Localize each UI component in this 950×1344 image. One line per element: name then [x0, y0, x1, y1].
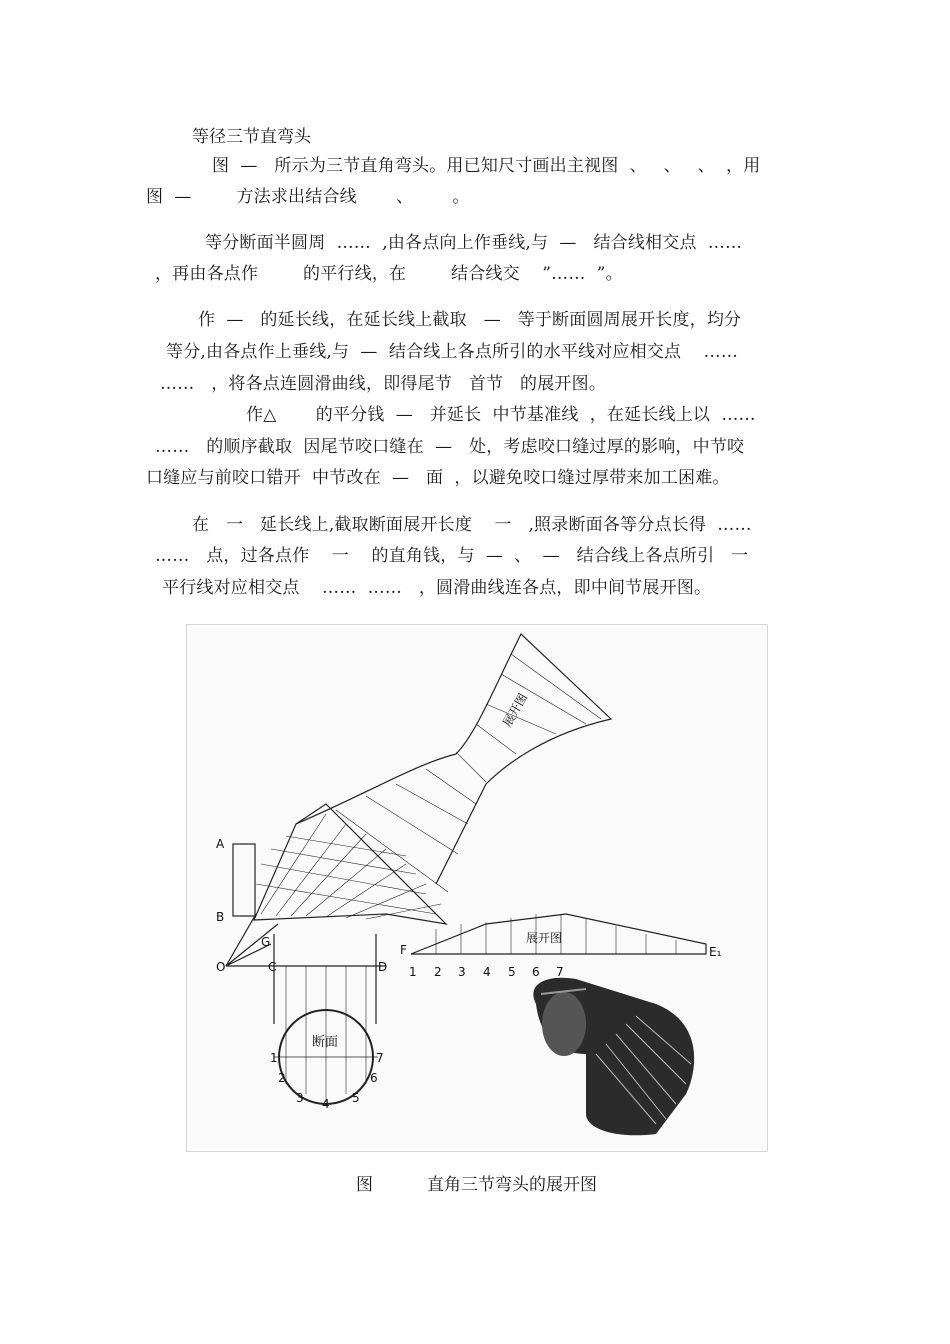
label-e1: E₁ — [709, 945, 722, 959]
paragraph-5-line-2: …… 点，过各点作 一 的直角钱，与 — 、 — 结合线上各点所引 一 — [155, 546, 749, 566]
tick-6: 6 — [532, 965, 540, 979]
paragraph-4-line-1: 作△ 的平分钱 — 并延长 中节基准线 ，在延长线上以 …… — [246, 405, 756, 425]
circle-tick-1: 1 — [270, 1051, 278, 1065]
paragraph-3-line-3: …… ，将各点连圆滑曲线，即得尾节 首节 的展开图。 — [160, 374, 607, 394]
paragraph-5-line-1: 在 一 延长线上,截取断面展开长度 一 ,照录断面各等分点长得 …… — [192, 515, 752, 535]
caption-text: 直角三节弯头的展开图 — [427, 1175, 597, 1195]
label-section: 断面 — [312, 1035, 339, 1050]
paragraph-1-line-1: 图 — 所示为三节直角弯头。用已知尺寸画出主视图 、 、 、 ，用 — [212, 156, 761, 176]
tick-5: 5 — [508, 965, 516, 979]
label-right-development: 展开图 — [526, 931, 563, 945]
tick-2: 2 — [434, 965, 442, 979]
label-f: F — [400, 943, 407, 957]
tick-4: 4 — [483, 965, 491, 979]
circle-tick-7: 7 — [376, 1051, 384, 1065]
caption-label: 图 — [356, 1175, 373, 1195]
label-top-development: 展开图 — [500, 690, 531, 730]
paragraph-3-line-2: 等分,由各点作上垂线,与 — 结合线上各点所引的水平线对应相交点 …… — [166, 342, 739, 362]
paragraph-2-line-2: ，再由各点作 的平行线，在 结合线交 ”…… ”。 — [155, 264, 623, 284]
document-title: 等径三节直弯头 — [192, 127, 311, 147]
paragraph-1-line-2: 图 — 方法求出结合线 、 。 — [146, 187, 470, 207]
figure-drawing — [186, 624, 768, 1152]
circle-tick-6: 6 — [370, 1071, 378, 1085]
circle-tick-2: 2 — [278, 1071, 286, 1085]
circle-tick-5: 5 — [352, 1091, 360, 1105]
paragraph-4-line-3: 口缝应与前咬口错开 中节改在 — 面 ，以避免咬口缝过厚带来加工困难。 — [146, 468, 730, 488]
paragraph-2-line-1: 等分断面半圆周 …… ,由各点向上作垂线,与 — 结合线相交点 …… — [205, 233, 743, 253]
tick-1: 1 — [409, 965, 417, 979]
circle-tick-3: 3 — [296, 1091, 304, 1105]
label-g: G — [261, 935, 271, 949]
elbow-development-figure — [186, 624, 768, 1152]
label-o: O — [216, 960, 226, 974]
tick-7: 7 — [556, 965, 564, 979]
tick-3: 3 — [458, 965, 466, 979]
label-b: B — [216, 910, 225, 924]
circle-tick-4: 4 — [322, 1097, 330, 1111]
paragraph-3-line-1: 作 — 的延长线，在延长线上截取 — 等于断面圆周展开长度，均分 — [198, 310, 742, 330]
label-d: D — [378, 960, 388, 974]
paragraph-5-line-3: 平行线对应相交点 …… …… ，圆滑曲线连各点，即中间节展开图。 — [162, 578, 712, 598]
label-a: A — [216, 837, 225, 851]
paragraph-4-line-2: …… 的顺序截取 因尾节咬口缝在 — 处，考虑咬口缝过厚的影响，中节咬 — [155, 437, 745, 457]
label-c: C — [268, 960, 277, 974]
